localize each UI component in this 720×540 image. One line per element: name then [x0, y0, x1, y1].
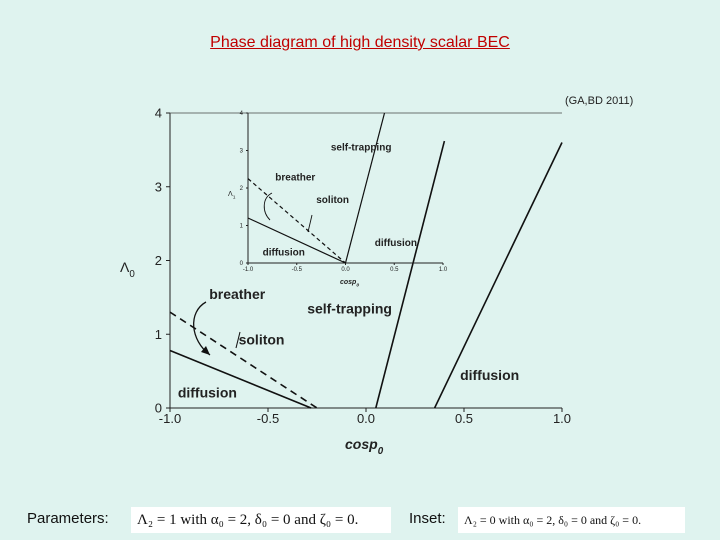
main-annotation-diffusion: diffusion: [177, 384, 237, 401]
main-y-tick-label: 0: [154, 400, 162, 416]
inset-x-tick-label: 0.0: [341, 267, 350, 273]
main-breather-arrow: [194, 302, 240, 355]
parameters-formula: Λ₂ = 1 with α₀ = 2, δ₀ = 0 and ζ₀ = 0.: [131, 507, 391, 533]
inset-annotation-breather: breather: [275, 172, 316, 184]
citation: (GA,BD 2011): [565, 95, 634, 107]
main-y-tick-label: 3: [154, 179, 162, 195]
inset-chart-group: [228, 111, 448, 288]
inset-annotation-soliton: soliton: [316, 195, 350, 206]
inset-x-axis-label-sub: 0: [356, 283, 360, 289]
main-y-tick-label: 4: [154, 105, 162, 121]
main-series-line-3: [376, 141, 445, 408]
main-x-tick-label: 1.0: [552, 411, 572, 426]
inset-y-axis-label-sub: 1: [232, 195, 236, 201]
inset-x-tick-label: 0.5: [390, 267, 399, 273]
main-y-axis-label-sub: 0: [129, 268, 135, 280]
inset-y-tick-label: 1: [239, 223, 243, 230]
main-x-tick-label: 0.0: [356, 411, 376, 426]
inset-y-tick-label: 4: [239, 111, 243, 118]
main-x-axis-label-sub: 0: [377, 445, 384, 457]
main-x-axis-label: cosp$_0$: [345, 436, 384, 457]
inset-y-tick-label: 2: [239, 186, 243, 193]
parameters-label: Parameters:: [27, 510, 109, 527]
main-annotation-diffusion: diffusion: [460, 366, 520, 383]
main-annotation-soliton: soliton: [238, 331, 285, 348]
inset-annotation-diffusion: diffusion: [262, 247, 305, 259]
slide-title: Phase diagram of high density scalar BEC: [210, 34, 510, 51]
main-y-axis-label: $\Lambda_0$: [120, 259, 135, 280]
inset-y-tick-label: 0: [239, 261, 243, 268]
inset-y-axis-label: $\Lambda_1$: [228, 191, 236, 201]
inset-x-axis-label: cosp$_0$: [340, 279, 360, 289]
inset-soliton-pointer: [308, 215, 312, 232]
inset-annotation-self-trapping: self-trapping: [330, 142, 392, 154]
main-annotation-breather: breather: [209, 285, 266, 302]
main-y-tick-label: 2: [154, 253, 162, 269]
inset-x-tick-label: -0.5: [291, 267, 302, 273]
inset-breather-arrow-curve: [264, 193, 272, 220]
main-x-tick-label: -1.0: [158, 411, 182, 426]
main-y-tick-label: 1: [154, 326, 162, 342]
inset-label: Inset:: [409, 510, 446, 527]
inset-formula: Λ₂ = 0 with α₀ = 2, δ₀ = 0 and ζ₀ = 0.: [458, 507, 685, 533]
inset-y-tick-label: 3: [239, 148, 243, 155]
main-x-tick-label: -0.5: [256, 411, 280, 426]
main-annotation-self-trapping: self-trapping: [307, 300, 392, 317]
inset-x-tick-label: 1.0: [438, 267, 448, 273]
inset-x-tick-label: -1.0: [242, 267, 254, 273]
inset-annotation-diffusion: diffusion: [374, 238, 417, 250]
main-x-tick-label: 0.5: [454, 411, 474, 426]
